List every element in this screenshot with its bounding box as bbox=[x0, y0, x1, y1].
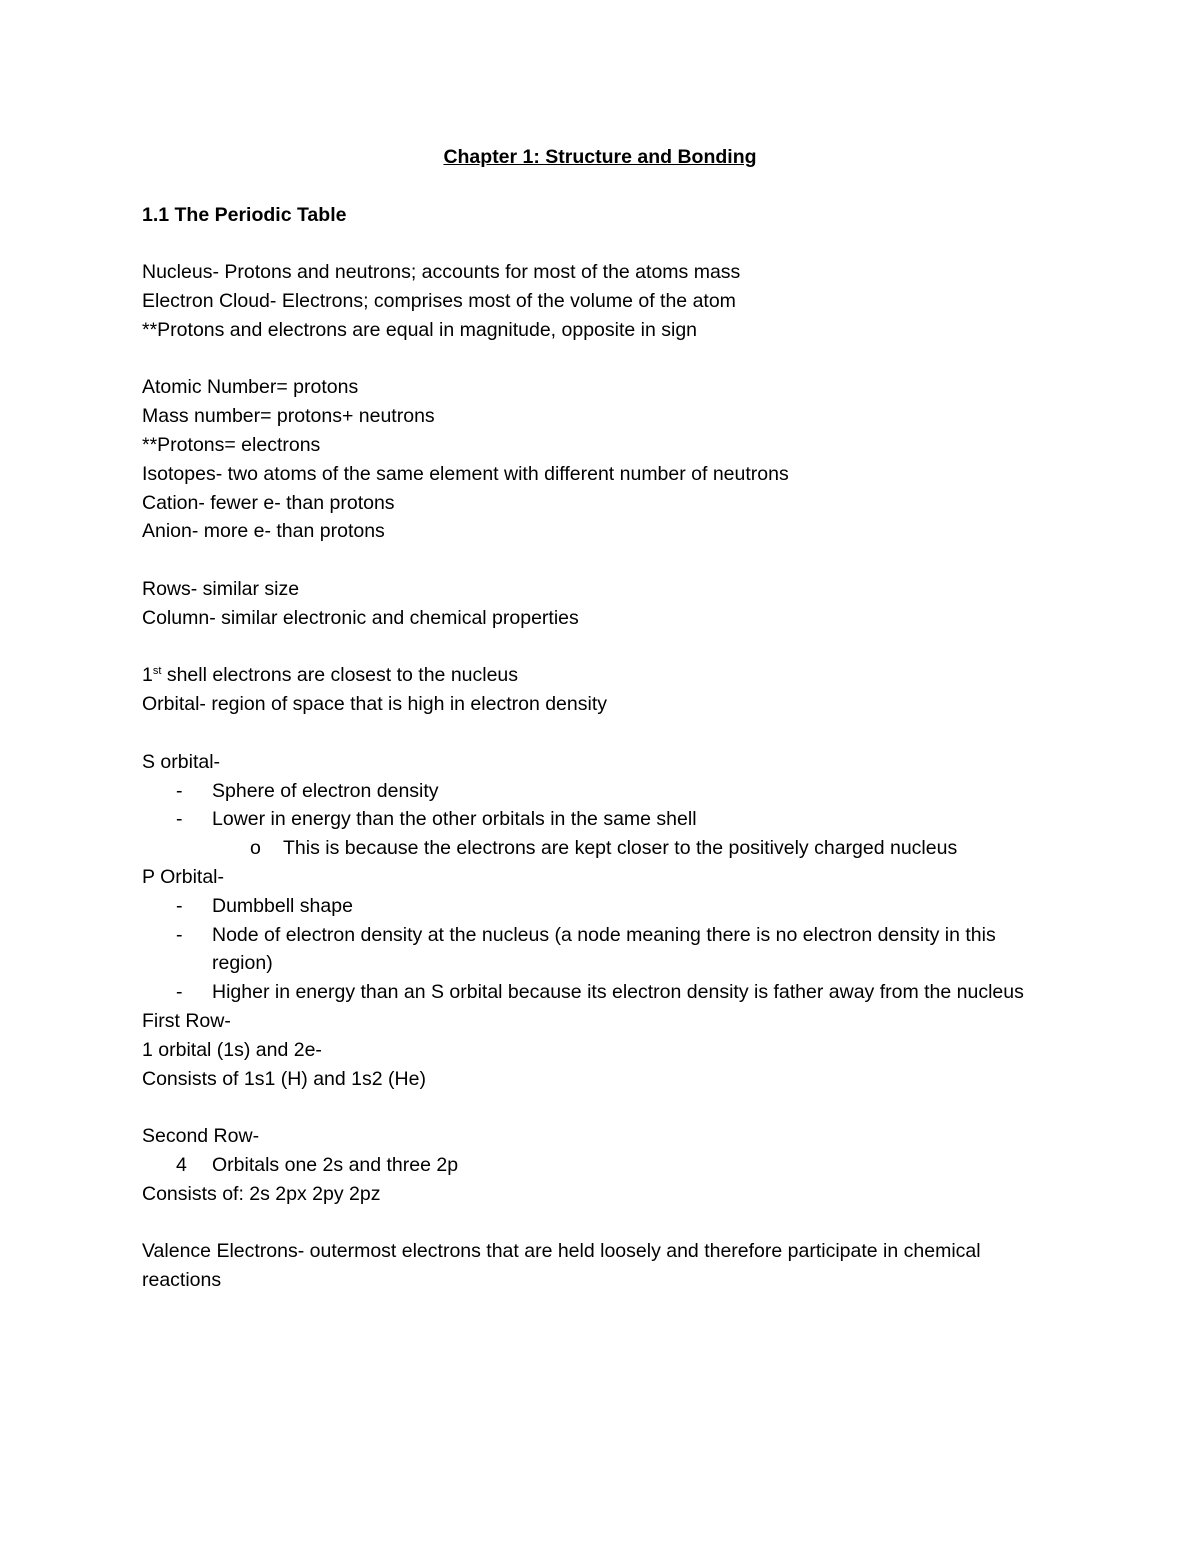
s-orbital-bullet bbox=[142, 805, 1062, 834]
section-heading: 1.1 The Periodic Table bbox=[142, 203, 347, 226]
bullet-dash: - bbox=[176, 894, 183, 917]
column-line: Column- similar electronic and chemical properties bbox=[142, 606, 579, 629]
second-row-numbered-item bbox=[142, 1151, 1062, 1180]
shell-superscript: st bbox=[152, 665, 162, 678]
p-orbital-bullet bbox=[142, 978, 1062, 1007]
bullet-text: Sphere of electron density bbox=[212, 779, 439, 802]
nucleus-line: Nucleus- Protons and neutrons; accounts for most of the atoms mass bbox=[142, 261, 741, 284]
first-row-line: Consists of 1s1 (H) and 1s2 (He) bbox=[142, 1067, 426, 1090]
s-orbital-bullet bbox=[142, 777, 1062, 806]
valence-paragraph: Valence Electrons- outermost electrons that are held loosely and therefore participate in chemical reactions bbox=[142, 1240, 981, 1292]
bullet-dash: - bbox=[176, 923, 183, 946]
orbital-definition-line: Orbital- region of space that is high in electron density bbox=[142, 693, 608, 716]
bullet-dash: - bbox=[176, 779, 183, 802]
first-row-label: First Row- bbox=[142, 1009, 231, 1032]
electron-cloud-line: Electron Cloud- Electrons; comprises most of the volume of the atom bbox=[142, 289, 736, 312]
bullet-dash: - bbox=[176, 981, 183, 1004]
numbered-marker: 4 bbox=[176, 1153, 187, 1176]
isotopes-line: Isotopes- two atoms of the same element with different number of neutrons bbox=[142, 462, 789, 485]
second-row-label: Second Row- bbox=[142, 1125, 260, 1148]
second-row-consists-line: Consists of: 2s 2px 2py 2pz bbox=[142, 1182, 381, 1205]
bullet-text: Dumbbell shape bbox=[212, 894, 353, 917]
p-orbital-bullet bbox=[142, 921, 1062, 979]
first-row-line: 1 orbital (1s) and 2e- bbox=[142, 1038, 322, 1061]
bullet-text: Lower in energy than the other orbitals in the same shell bbox=[212, 808, 697, 831]
charge-note-line: **Protons and electrons are equal in magnitude, opposite in sign bbox=[142, 318, 698, 341]
bullet-dash: - bbox=[176, 808, 183, 831]
sub-bullet-text: This is because the electrons are kept closer to the positively charged nucleus bbox=[283, 837, 958, 860]
shell-number: 1 bbox=[142, 664, 153, 687]
cation-line: Cation- fewer e- than protons bbox=[142, 491, 395, 514]
s-orbital-label: S orbital- bbox=[142, 750, 221, 773]
page-title: Chapter 1: Structure and Bonding bbox=[443, 146, 757, 168]
sub-bullet-marker: o bbox=[250, 837, 261, 860]
p-orbital-bullet bbox=[142, 892, 1062, 921]
rows-line: Rows- similar size bbox=[142, 577, 300, 600]
bullet-text: Higher in energy than an S orbital because its electron density is father away from the nucleus bbox=[212, 981, 1024, 1004]
protons-electrons-line: **Protons= electrons bbox=[142, 433, 321, 456]
p-orbital-label: P Orbital- bbox=[142, 865, 224, 888]
mass-number-line: Mass number= protons+ neutrons bbox=[142, 405, 435, 428]
shell-text: shell electrons are closest to the nucleus bbox=[161, 664, 519, 687]
anion-line: Anion- more e- than protons bbox=[142, 520, 385, 543]
numbered-text: Orbitals one 2s and three 2p bbox=[212, 1153, 459, 1176]
document-body bbox=[142, 143, 1062, 1295]
bullet-text: Node of electron density at the nucleus (a node meaning there is no electron density in this region) bbox=[212, 923, 996, 975]
shell-line bbox=[142, 661, 1062, 690]
s-orbital-sub-bullet bbox=[142, 834, 1062, 863]
atomic-number-line: Atomic Number= protons bbox=[142, 376, 359, 399]
